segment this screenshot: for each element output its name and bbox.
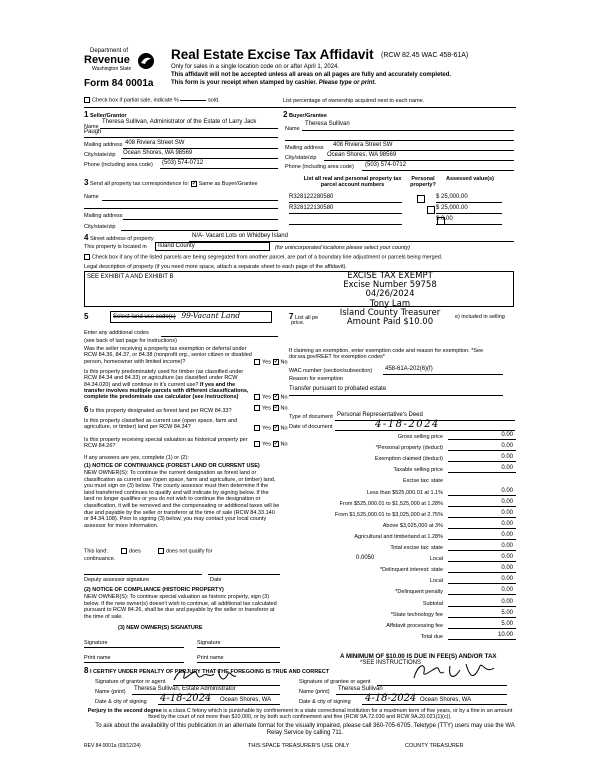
seller-heading (84, 110, 127, 119)
wac-value[interactable]: 458-61A-202(6)(f) (385, 366, 433, 372)
street-label: Street address of property (89, 236, 154, 242)
stamp-line3: 04/26/2024 (365, 289, 415, 300)
grantor-signature-label: Signature of grantor or agent (95, 679, 166, 685)
does-not-checkbox[interactable] (158, 548, 164, 554)
open-space-no-checkbox[interactable] (273, 425, 279, 431)
reason-value[interactable]: Transfer pursuant to probated estate (289, 386, 387, 392)
forest-question-text: Is this property designated as forest land per RCW 84.33? (89, 408, 232, 414)
parcel-number-field[interactable]: R328122280580 (289, 194, 402, 203)
calc-value[interactable]: 5.00 (448, 610, 516, 618)
doc-date-label: Date of document (289, 424, 333, 430)
grantor-signature-image (170, 666, 250, 686)
calc-label: Total due (420, 634, 443, 640)
tax-correspondence (84, 178, 258, 187)
calc-value[interactable]: 0.00 (448, 499, 516, 507)
calc-value[interactable]: 0.00 (448, 587, 516, 595)
list-percentage: List percentage of ownership acquired next to each name. (283, 98, 425, 104)
seller-phone-value[interactable]: (503) 574-0712 (162, 160, 204, 166)
calc-label: Gross selling price (397, 434, 443, 440)
form-rcw: (RCW 82.45 WAC 458-61A) (381, 52, 469, 59)
buyer-heading-text: Buyer/Grantee (288, 113, 327, 119)
unincorporated-note: (for unincorporated locations please select your county) (275, 245, 411, 251)
calc-label: Exemption claimed (deduct) (374, 456, 443, 462)
owner-signature-label-1: Signature (84, 640, 108, 646)
calc-label: *State technology fee (390, 612, 443, 618)
stamp-line2: Excise Number 59758 (343, 280, 437, 291)
historic-no-checkbox[interactable] (273, 441, 279, 447)
exemption-question: Was the seller receiving a property tax exemption or deferral under RCW 84.36, 84.37, or 84.38 (nonprofit org., senior citizen or disabled person, homeowner with limited income)? (84, 346, 252, 365)
answers-yes-note: If any answers are yes, complete (1) or (2): (84, 455, 189, 461)
calc-label: *Delinquent penalty (395, 589, 443, 595)
section8-num: 8 (84, 666, 89, 675)
personal-col-header: Personal property? (410, 176, 436, 189)
does-label: does (128, 548, 141, 555)
calc-value[interactable]: 0.00 (448, 576, 516, 584)
doc-type-value[interactable]: Personal Representative's Deed (337, 412, 423, 418)
grantee-city-value[interactable]: Ocean Shores, WA (420, 697, 472, 703)
tax-corr-mailing-label: Mailing address (84, 213, 123, 219)
same-as-buyer-checkbox[interactable] (191, 181, 197, 187)
open-space-yes-label: Yes (262, 425, 271, 432)
seller-phone-label: Phone (including area code) (84, 162, 153, 168)
parcel-number-field[interactable]: R328122130580 (289, 205, 402, 214)
buyer-name-label: Name (285, 126, 300, 132)
timber-no-label: No (280, 394, 288, 401)
calc-label: Subtotal (422, 601, 443, 607)
calc-value[interactable]: 10.00 (448, 632, 516, 640)
segregated-label: Check box if any of the listed parcels are being segregated from another parcel, are part of a boundary line adjustment or parcels being merged. (92, 254, 443, 261)
stamp-line1: EXCISE TAX EXEMPT (347, 271, 433, 281)
calc-value[interactable]: 0.00 (448, 488, 516, 496)
land-use-select[interactable] (110, 311, 272, 323)
open-space-no-label: No (280, 425, 288, 432)
partial-sale-label: Check box if partial sale, indicate % (92, 97, 179, 104)
seller-num: 1 (84, 110, 89, 119)
new-owner-signature-heading: (3) NEW OWNER(S) SIGNATURE (118, 625, 203, 631)
grantee-date-value[interactable]: 4-18-2024 (365, 693, 417, 704)
personal-property-checkbox[interactable] (427, 206, 435, 214)
see-back-label: (see back of last page for instructions) (84, 338, 177, 344)
personal-property-checkbox[interactable] (417, 195, 425, 203)
treasurer-stamp (325, 272, 455, 327)
historic-no-label: No (280, 441, 288, 448)
segregated-checkbox[interactable] (84, 254, 90, 260)
section7-list-all: List all pe (294, 315, 319, 321)
land-use-handwritten: 99-Vacant Land (181, 311, 241, 320)
calc-label: Taxable selling price (393, 467, 443, 473)
calc-label: Affidavit processing fee (386, 623, 443, 629)
dor-logo-icon (137, 52, 155, 70)
timber-question (84, 369, 256, 401)
partial-sold: sold. (207, 97, 220, 104)
grantee-name-value[interactable]: Theresa Sullivan (338, 686, 383, 692)
calc-value[interactable]: 0.00 (448, 543, 516, 551)
dept-line: Department of (90, 48, 129, 54)
buyer-num: 2 (283, 110, 288, 119)
land-qualify-row (84, 548, 212, 555)
owner-print-label-2: Print name (197, 655, 224, 661)
open-space-yes-checkbox[interactable] (254, 425, 260, 431)
same-as-buyer-label: Same as Buyer/Grantee (198, 181, 258, 187)
calc-label: From $525,000.01 to $1,525,000 at 1.28% (339, 501, 443, 507)
exemption-yes-no (254, 359, 288, 366)
forest-yes-checkbox[interactable] (254, 405, 260, 411)
calc-label: Excise tax: state (402, 478, 443, 484)
buyer-name-value[interactable]: Theresa Sullivan (305, 121, 350, 127)
grantor-date-value[interactable]: 4-18-2024 (160, 693, 212, 704)
seller-name-value[interactable]: Theresa Sullivan, Administrator of the Estate of Larry Jack (102, 119, 257, 125)
exemption-no-checkbox[interactable] (273, 359, 279, 365)
certify-text: I CERTIFY UNDER PENALTY OF PERJURY THAT THE FOREGOING IS TRUE AND CORRECT (89, 669, 330, 675)
timber-question-bold: If yes and the transfer involves multiple parcels with different classifications, complete the predominate use calculator (see instructions) (84, 381, 249, 401)
calc-rate: 0.0050 (356, 555, 375, 561)
notice-continuance-heading: (1) NOTICE OF CONTINUANCE (FOREST LAND OR CURRENT USE) (84, 463, 260, 469)
seller-city-label: City/state/zip (84, 152, 116, 158)
open-space-yes-no (254, 425, 288, 432)
timber-question-text: Is this property predominately used for timber (as classified under RCW 84.34 and 84.33) or agriculture (as classified under RCW 84.34.020) and will continue in it's current use? (84, 369, 244, 388)
stamp-line6: Amount Paid $10.00 (346, 316, 434, 327)
perjury-bold: Perjury in the second degree (87, 708, 162, 714)
buyer-city-value[interactable]: Ocean Shores, WA 98569 (327, 152, 397, 158)
grantor-date-label: Date & city of signing (95, 699, 147, 705)
calc-value[interactable]: 0.00 (448, 554, 516, 562)
calc-label: Local (429, 556, 443, 562)
calc-label: From $1,525,000.01 to $3,025,000 at 2.75% (335, 512, 443, 518)
section7-included: e) included in selling (455, 314, 505, 320)
calc-value[interactable]: 0.00 (448, 454, 516, 462)
grantor-name-value[interactable]: Theresa Sullivan, Estate Administrator (134, 686, 236, 692)
legal-label: Legal description of property (if you need more space, attach a separate sheet to each page of the affidavit). (84, 264, 347, 270)
forest-yes-label: Yes (262, 405, 271, 412)
calc-value[interactable]: 0.00 (448, 532, 516, 540)
calc-value[interactable]: 0.00 (448, 510, 516, 518)
forest-yes-no (254, 405, 288, 412)
header-line3-b: Please type or print. (318, 80, 377, 86)
stamp-line4: Tony Lam (369, 298, 411, 309)
legal-value: SEE EXHIBIT A AND EXHIBIT B (87, 274, 174, 280)
section4-num: 4 (84, 233, 89, 242)
buyer-phone-value[interactable]: (503) 574-0712 (365, 162, 407, 168)
historic-yes-label: Yes (262, 441, 271, 448)
seller-city-value[interactable]: Ocean Shores, WA 98569 (123, 150, 193, 156)
timber-yes-no (254, 394, 288, 401)
header-line1: Only for sales in a single location code on or after April 1, 2024. (171, 64, 340, 70)
segregated-row (84, 254, 442, 261)
tax-corr-text: Send all property tax correspondence to: (89, 181, 190, 187)
doc-date-value[interactable]: 4-18-2024 (375, 419, 440, 430)
grantee-signature-image (410, 660, 500, 684)
treasurer-use-only: THIS SPACE TREASURER'S USE ONLY (248, 743, 350, 749)
timber-yes-label: Yes (262, 394, 271, 401)
header-line3 (171, 80, 376, 87)
assessor-signature-label: Deputy assessor signature (84, 577, 150, 583)
section5-num: 5 (84, 312, 89, 321)
header-line3-a: This form is your receipt when stamped by cashier. (171, 80, 318, 86)
timber-no-checkbox[interactable] (273, 394, 279, 400)
calc-value[interactable]: 0.00 (448, 432, 516, 440)
calc-label: Above $3,025,000 at 3% (382, 523, 443, 529)
tax-corr-name-label: Name (84, 194, 99, 200)
exemption-claim-note: If claiming an exemption, enter exemption code and reason for exemption. *See dor.wa.gov/REET for exemption codes* (289, 348, 484, 361)
exemption-no-label: No (280, 359, 288, 366)
land-use-select-text: Select land use code(s) (113, 314, 176, 320)
historic-yes-checkbox[interactable] (254, 441, 260, 447)
calc-label: *Personal property (deduct) (375, 445, 443, 451)
continuance-label: continuance. (84, 556, 116, 562)
section7-price: price. (291, 320, 305, 326)
calc-value[interactable]: 0.00 (448, 565, 516, 573)
header-line2: This affidavit will not be accepted unless all areas on all pages are fully and accurately completed. (171, 72, 452, 78)
assessed-col-header: Assessed value(s) (446, 176, 494, 182)
assessed-value-field[interactable]: $ 25,000.00 (436, 205, 502, 214)
additional-codes-label: Enter any additional codes (84, 330, 149, 336)
tax-corr-num: 3 (84, 178, 89, 187)
buyer-mailing-label: Mailing address (285, 145, 324, 151)
street-value[interactable]: N/A- Vacant Lots on Whidbey Island (192, 233, 288, 239)
street-address-row (84, 233, 154, 242)
timber-yes-checkbox[interactable] (254, 394, 260, 400)
county-select[interactable]: Island County (155, 242, 270, 251)
exemption-yes-label: Yes (262, 359, 271, 366)
calc-value[interactable]: 5.00 (448, 621, 516, 629)
forest-no-checkbox[interactable] (273, 405, 279, 411)
minimum-due: A MINIMUM OF $10.00 IS DUE IN FEE(S) AND/OR TAX (340, 653, 497, 660)
calc-label: *Delinquent interest: state (380, 567, 443, 573)
notice-compliance-body: NEW OWNER(S): To continue special valuation as historic property, sign (3) below. If the new owner(s) doesn't wish to continue, all additional tax calculated pursuant to RCW 84.26, shall be due and payable by the seller or transferor at the time of sale. (84, 594, 277, 620)
doc-type-label: Type of document (289, 414, 333, 420)
assessed-value-field[interactable]: $ 25,000.00 (436, 194, 502, 203)
form-title: Real Estate Excise Tax Affidavit (171, 47, 374, 62)
perjury-text: is a class C felony which is punishable by confinement in a state correctional institution for a maximum term of five years, or by a fine in an amount fixed by the court of not more than $10,000, or by both such confinement and fine (RCW 9A.72.030 and RCW 9A.20.021(1)(c)). (148, 708, 513, 721)
seller-heading-text: Seller/Grantor (89, 113, 127, 119)
grantor-city-value[interactable]: Ocean Shores, WA (220, 697, 272, 703)
historic-question: Is this property receiving special valuation as historical property per RCW 84.26? (84, 437, 248, 450)
notice-continuance-body: NEW OWNER(S): To continue the current designation as forest land or classification as current use (open space, farm and agriculture, or timber) land, you must sign on (3) below. The county assessor must then determine if the land transferred continues to qualify and will indicate by signing below. If the land no longer qualifies or you do not wish to continue the designation or classification, it will be removed and the compensating or additional taxes will be due and payable by the seller or transferor at the time of sale (RCW 84.33.140 or 84.34.108). Prior to signing (3) below, you may contact your local county assessor for more information. (84, 470, 280, 529)
calc-label: Total excise tax: state (390, 545, 443, 551)
calc-value[interactable]: 0.00 (448, 465, 516, 473)
grantee-signature-label: Signature of grantee or agent (299, 679, 371, 685)
owner-signature-label-2: Signature (197, 640, 221, 646)
this-land-label: This land: (84, 548, 108, 555)
calc-value[interactable]: 0.00 (448, 443, 516, 451)
see-instructions: *SEE INSTRUCTIONS (360, 660, 422, 666)
grantee-name-label: Name (print) (299, 689, 330, 695)
forest-no-label: No (280, 405, 288, 412)
does-not-label: does not qualify for (165, 548, 213, 555)
calc-label: Local (429, 578, 443, 584)
historic-yes-no (254, 441, 288, 448)
buyer-mailing-value[interactable]: 408 Riviera Street SW (333, 142, 393, 148)
section7-num: 7 (289, 312, 294, 321)
buyer-city-label: City/state/zip (285, 155, 317, 161)
county-treasurer: COUNTY TREASURER (405, 743, 464, 749)
seller-mailing-value[interactable]: 408 Riviera Street SW (125, 140, 185, 146)
calc-label: Agricultural and timberland at 1.28% (354, 534, 443, 540)
seller-name-label: Name (84, 124, 99, 130)
assessed-value-field[interactable]: $ 0.00 (436, 216, 502, 225)
buyer-heading (283, 110, 327, 119)
forest-question (84, 405, 254, 414)
tax-corr-city-label: City/state/zip (84, 224, 116, 230)
alt-format-notice: To ask about the availability of this publication in an alternate format for the visually impaired, please call 360-705-6705. Teletype (TTY) users may use the WA Relay Service by calling 711. (95, 723, 515, 736)
parcel-col-header: List all real and personal property tax parcel account numbers (303, 176, 402, 189)
buyer-phone-label: Phone (including area code) (285, 164, 354, 170)
parcel-number-field[interactable] (289, 216, 402, 225)
grantor-name-label: Name (print) (95, 689, 126, 695)
rev-number: REV 84 0001a (03/12/24) (84, 743, 141, 749)
does-checkbox[interactable] (121, 548, 127, 554)
section6-num: 6 (84, 405, 89, 414)
calc-value[interactable]: 0.00 (448, 521, 516, 529)
state-line: Washington State (92, 66, 132, 72)
open-space-question: Is this property classified as current use (open space, farm and agriculture, or timber) land per RCW 84.34? (84, 418, 238, 431)
form-number: Form 84 0001a (84, 78, 154, 89)
grantee-date-label: Date & city of signing (299, 699, 351, 705)
exemption-yes-checkbox[interactable] (254, 359, 260, 365)
perjury-notice (84, 708, 516, 720)
partial-sale-checkbox[interactable] (84, 97, 90, 103)
owner-print-label-1: Print name (84, 655, 111, 661)
assessor-date-label: Date (210, 577, 222, 583)
calc-value[interactable]: 0.00 (448, 599, 516, 607)
wac-label: WAC number (section/subsection) (289, 368, 373, 374)
notice-compliance-heading: (2) NOTICE OF COMPLIANCE (HISTORIC PROPERTY) (84, 587, 224, 593)
seller-name-value2[interactable]: Paugh (84, 129, 102, 135)
revenue-wordmark: Revenue (84, 54, 130, 66)
reason-label: Reason for exemption (289, 376, 343, 382)
partial-sale (84, 97, 220, 104)
stamp-line5: Island County Treasurer (339, 307, 441, 318)
calc-label: Less than $525,000.01 at 1.1% (366, 490, 443, 496)
seller-mailing-label: Mailing address (84, 142, 123, 148)
located-label: This property is located in (84, 244, 147, 250)
